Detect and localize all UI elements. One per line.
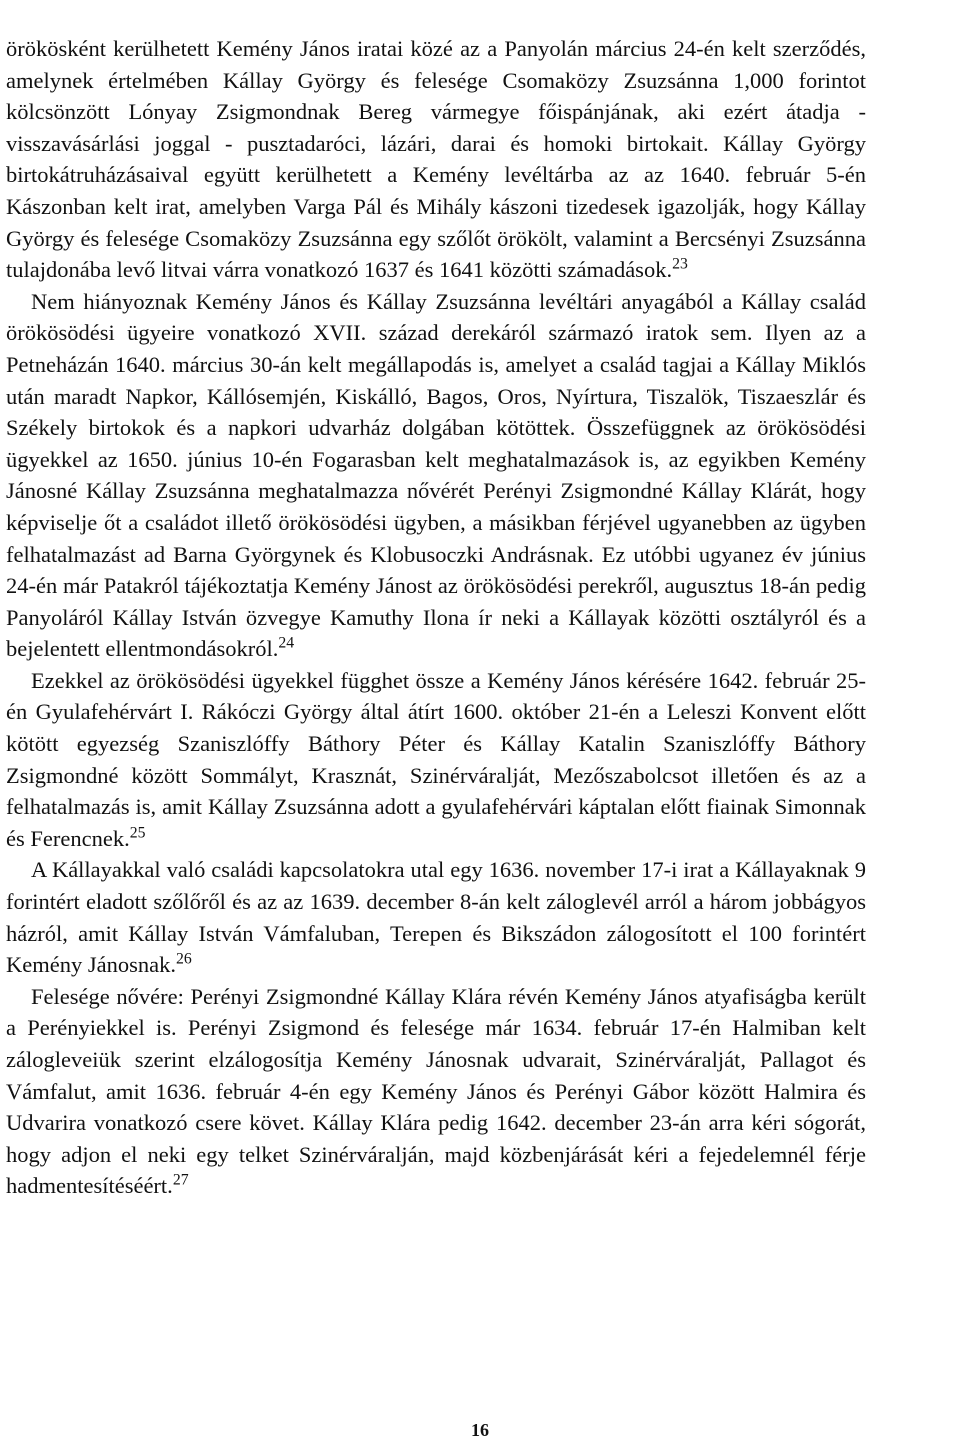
footnote-ref-27: 27 <box>172 1171 189 1189</box>
paragraph-2-text: Nem hiányoznak Kemény János és Kállay Zsuzsánna levéltári anyagából a Kállay család örökösödési ügyeire vonatkozó XVII. század derekáról származó iratok sem. Ilyen az a Petneházán 1640. március 30-án kelt megállapodás is, amelyet a család tagjai a Kállay Miklós után maradt Napkor, Kállósemjén, Kiskálló, Bagos, Oros, Nyírtura, Tiszalök, Tiszaeszlár és Székely birtokok és a napkori udvarház dolgában kötöttek. Összefüggnek az örökösödési ügyekkel az 1650. június 10-én Fogarasban kelt meghatalmazások is, az egyikben Kemény Jánosné Kállay Zsuzsánna meghatalmazza nővérét Perényi Zsigmondné Kállay Klárát, hogy képviselje őt a családot illető örökösödési ügyben, a másikban férjével ugyanebben az ügyben felhatalmazást ad Barna Györgynek és Klobusoczki Andrásnak. Ez utóbbi ugyanez év június 24-én már Patakról tájékoztatja Kemény Jánost az örökösödési perekről, augusztus 18-án pedig Panyoláról Kállay István özvegye Kamuthy Ilona ír neki a Kállayak közötti osztályról és a bejelentett ellentmondásokról. <box>6 288 866 662</box>
paragraph-3-text: Ezekkel az örökösödési ügyekkel függhet össze a Kemény János kérésére 1642. február 25-én Gyulafehérvárt I. Rákóczi György által átírt 1600. október 21-én a Leleszi Konvent előtt kötött egyezség Szaniszlóffy Báthory Péter és Kállay Katalin Szaniszlóffy Báthory Zsigmondné között Sommályt, Krasznát, Szinérváralját, Mezőszabolcsot illetően és az a felhatalmazás is, amit Kállay Zsuzsánna adott a gyulafehérvári káptalan előtt fiainak Simonnak és Ferencnek. <box>6 667 866 851</box>
paragraph-2 <box>6 286 866 665</box>
body-text <box>6 33 866 1202</box>
paragraph-4 <box>6 854 866 980</box>
footnote-ref-24: 24 <box>278 634 295 652</box>
paragraph-1 <box>6 33 866 286</box>
footnote-ref-23: 23 <box>672 255 688 273</box>
page-number: 16 <box>471 1420 489 1440</box>
footnote-ref-26: 26 <box>175 950 192 968</box>
paragraph-5 <box>6 981 866 1202</box>
paragraph-3 <box>6 665 866 855</box>
paragraph-1-text: örökösként kerülhetett Kemény János iratai közé az a Panyolán március 24-én kelt szerződés, amelynek értelmében Kállay György és felesége Csomaközy Zsuzsánna 1,000 forintot kölcsönzött Lónyay Zsigmondnak Bereg vármegye főispánjának, aki ezért átadja - visszavásárlási joggal - pusztadaróci, lázári, darai és homoki birtokait. Kállay György birtokátruházásaival együtt kerülhetett a Kemény levéltárba az az 1640. február 5-én Kászonban kelt irat, amelyben Varga Pál és Mihály kászoni tizedesek igazolják, hogy Kállay György és felesége Csomaközy Zsuzsánna egy szőlőt örökölt, valamint a Bercsényi Zsuzsánna tulajdonába levő litvai várra vonatkozó 1637 és 1641 közötti számadások. <box>6 36 866 283</box>
footnote-ref-25: 25 <box>129 824 146 842</box>
paragraph-4-text: A Kállayakkal való családi kapcsolatokra utal egy 1636. november 17-i irat a Kállayaknak 9 forintért eladott szőlőről és az az 1639. december 8-án kelt záloglevél arról a három jobbágyos házról, amit Kállay István Vámfaluban, Terepen és Bikszádon zálogosított el 100 forintért Kemény Jánosnak. <box>6 857 866 978</box>
paragraph-5-text: Felesége nővére: Perényi Zsigmondné Kállay Klára révén Kemény János atyafiságba került a Perényiekkel is. Perényi Zsigmond és felesége már 1634. február 17-én Halmiban kelt zálogleveiük szerint elzálogosítja Kemény Jánosnak udvarait, Szinérváralját, Pallagot és Vámfalut, amit 1636. február 4-én egy Kemény János és Perényi Gábor között Halmira és Udvarira vonatkozó csere követ. Kállay Klára pedig 1642. december 23-án arra kéri sógorát, hogy adjon el neki egy telket Szinérváralján, majd közbenjárását kéri a fejedelemnél férje hadmentesítéséért. <box>6 983 866 1199</box>
